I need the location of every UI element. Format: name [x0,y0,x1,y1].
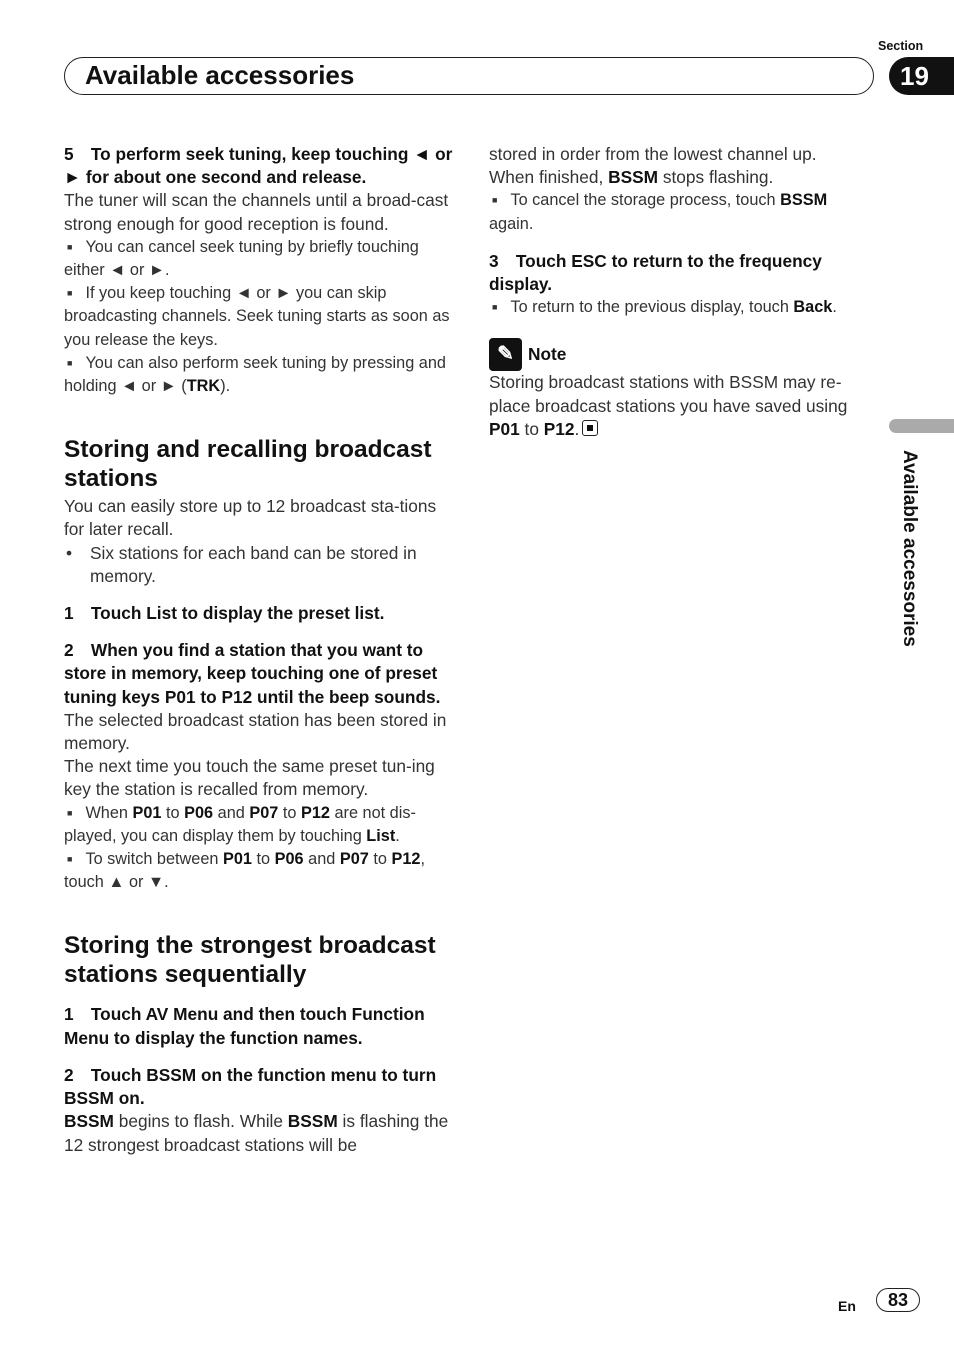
bold-term: BSSM [287,1111,338,1132]
text-run: , touch ▲ or ▼. [64,850,425,892]
text-run: Six stations for each band can be stored in memory. [90,542,417,586]
section-heading [64,436,456,493]
page-title: Available accessories [85,60,355,90]
pencil-icon: ✎ [489,338,522,371]
text-run: to [161,803,185,822]
text-run: Storing broadcast stations with BSSM may re-place broadcast stations you have saved using [489,372,848,416]
bold-term: P12 [543,418,575,439]
text-run: You can easily store up to 12 broadcast sta-tions for later recall. [64,496,437,540]
bold-term: P12 [391,850,421,869]
text-run: 2 When you find a station that you want to store in memory, keep touching one of preset tuning keys P01 to P12 until the beep sounds. [64,640,441,707]
bold-term: BSSM [780,191,828,210]
section-number: 19 [889,57,954,95]
note-title: Note [528,343,567,364]
text-run: You can also perform seek tuning by pressing and holding ◄ or ► ( [64,353,446,396]
text-run: ). [220,377,231,396]
bold-term: TRK [186,377,221,396]
text-run: to [368,850,392,869]
text-run: The tuner will scan the channels until a broad-cast strong enough for good reception is found. [64,190,449,234]
right-column [489,143,864,441]
text-run: The next time you touch the same preset tun-ing key the station is recalled from memory. [64,756,435,800]
bold-term: P01 [223,850,252,869]
bold-term: P01 [132,803,162,822]
bold-term: P07 [249,803,279,822]
bold-term: Back [793,298,833,317]
section-label: Section [878,39,924,53]
text-run: to [278,803,301,822]
step-instruction [489,250,864,296]
end-of-section-icon [582,420,598,436]
paragraph [64,1110,456,1156]
page-title-bar [64,57,874,95]
section-heading [64,932,456,989]
text-run: To switch between [85,850,223,869]
text-run: 3 Touch ESC to return to the frequency display. [489,250,822,295]
square-bullet-note [489,189,864,235]
text-run: . [832,298,837,317]
text-run: . [395,826,400,845]
text-run: and [213,803,250,822]
text-run: 2 Touch BSSM on the function menu to turn BSSM on. [64,1064,437,1109]
text-run: To cancel the storage process, touch [510,191,781,210]
left-column [64,143,456,1157]
square-bullet-note [64,282,456,352]
step-instruction [64,143,456,189]
bold-term: P06 [184,803,214,822]
bold-term: P01 [489,418,520,439]
text-run: The selected broadcast station has been stored in memory. [64,709,447,754]
square-bullet-note [64,802,456,848]
paragraph [64,755,456,801]
step-instruction [64,1064,456,1110]
bold-term: BSSM [608,167,659,188]
text-run: stops flashing. [658,167,774,188]
step-instruction [64,1003,456,1049]
bold-term: P07 [339,850,369,869]
square-bullet-note [64,236,456,282]
text-run: To return to the previous display, touch [510,298,794,317]
text-run: are not dis-played, you can display them by touching [64,803,416,845]
text-run: and [303,850,340,869]
bold-term: P12 [300,803,330,822]
text-run: again. [489,214,534,233]
bold-term: BSSM [64,1111,114,1132]
text-run: begins to flash. While [113,1111,288,1132]
bullet-item [64,542,456,588]
text-run: is flashing the 12 strongest broadcast stations will be [64,1111,449,1155]
side-tab-marker [889,419,954,433]
text-run: 1 Touch List to display the preset list. [64,603,385,624]
paragraph [64,189,456,235]
paragraph [64,495,456,541]
square-bullet-note [489,296,864,319]
text-run: to [251,850,275,869]
paragraph [489,143,864,189]
text-run: You can cancel seek tuning by briefly touching either ◄ or ►. [64,237,419,280]
note-heading [489,337,864,371]
side-tab-label: Available accessories [899,450,920,647]
page-number: 83 [876,1288,920,1312]
text-run: When [85,803,133,822]
text-run: If you keep touching ◄ or ► you can skip broadcasting channels. Seek tuning starts as soon as you release the keys. [64,284,450,349]
text-run: stored in order from the lowest channel up. When finished, [489,144,817,188]
bold-term: List [366,826,396,845]
step-instruction [64,639,456,709]
text-run: 5 To perform seek tuning, keep touching ◄ or ► for about one second and release. [64,144,453,188]
paragraph [64,709,456,755]
text-run: 1 Touch AV Menu and then touch Function Menu to display the function names. [64,1004,425,1048]
square-bullet-note [64,848,456,894]
text-run: Storing the strongest broadcast stations sequentially [64,932,436,988]
text-run: Storing and recalling broadcast stations [64,436,432,492]
step-instruction [64,602,456,625]
paragraph [489,371,864,441]
bold-term: P06 [274,850,304,869]
square-bullet-note [64,352,456,398]
text-run: to [519,418,544,439]
text-run: . [574,418,580,439]
language-label: En [838,1298,856,1314]
